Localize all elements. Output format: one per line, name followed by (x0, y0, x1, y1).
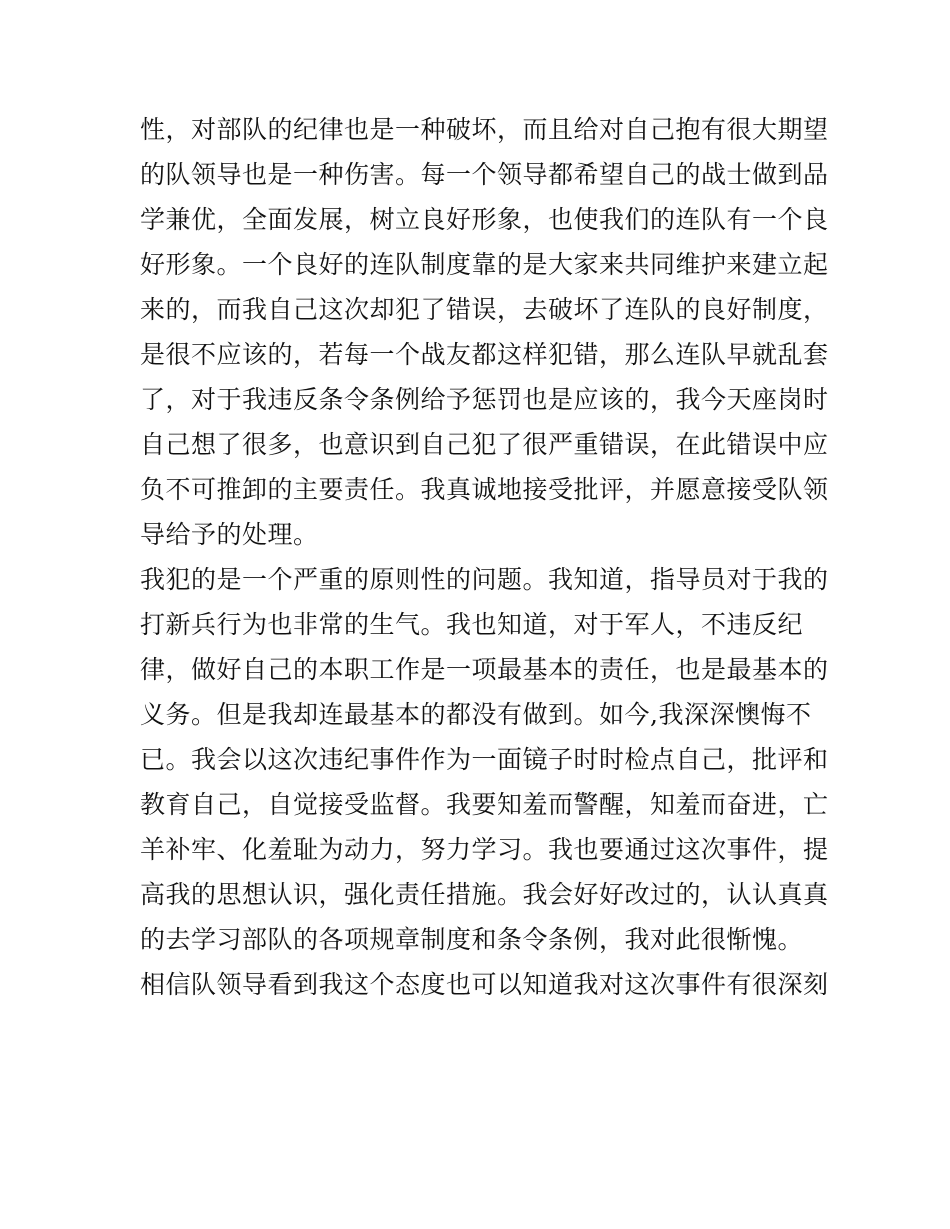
text-line: 教育自己，自觉接受监督。我要知羞而警醒，知羞而奋进，亡 (140, 790, 829, 819)
text-line: 义务。但是我却连最基本的都没有做到。如今,我深深懊悔不 (140, 700, 812, 729)
text-line: 羊补牢、化羞耻为动力，努力学习。我也要通过这次事件，提 (140, 835, 829, 864)
text-line: 性，对部队的纪律也是一种破坏，而且给对自己抱有很大期望 (140, 115, 829, 144)
text-line: 来的，而我自己这次却犯了错误，去破坏了连队的良好制度， (140, 295, 829, 324)
text-line: 了，对于我违反条令条例给予惩罚也是应该的，我今天座岗时 (140, 385, 829, 414)
text-line: 是很不应该的，若每一个战友都这样犯错，那么连队早就乱套 (140, 340, 829, 369)
text-line: 的去学习部队的各项规章制度和条令条例，我对此很惭愧。 (140, 925, 804, 954)
text-line: 导给予的处理。 (140, 520, 319, 549)
text-line: 好形象。一个良好的连队制度靠的是大家来共同维护来建立起 (140, 250, 829, 279)
text-line: 高我的思想认识，强化责任措施。我会好好改过的，认认真真 (140, 880, 829, 909)
text-line: 的队领导也是一种伤害。每一个领导都希望自己的战士做到品 (140, 160, 829, 189)
text-line: 打新兵行为也非常的生气。我也知道，对于军人，不违反纪 (140, 610, 804, 639)
text-line: 负不可推卸的主要责任。我真诚地接受批评，并愿意接受队领 (140, 475, 829, 504)
text-line: 已。我会以这次违纪事件作为一面镜子时时检点自己，批评和 (140, 745, 829, 774)
text-line: 律，做好自己的本职工作是一项最基本的责任，也是最基本的 (140, 655, 829, 684)
text-line: 我犯的是一个严重的原则性的问题。我知道，指导员对于我的 (140, 565, 829, 594)
text-line: 相信队领导看到我这个态度也可以知道我对这次事件有很深刻 (140, 970, 829, 999)
text-line: 自己想了很多，也意识到自己犯了很严重错误，在此错误中应 (140, 430, 829, 459)
text-line: 学兼优，全面发展，树立良好形象，也使我们的连队有一个良 (140, 205, 829, 234)
document-body (140, 107, 829, 1007)
